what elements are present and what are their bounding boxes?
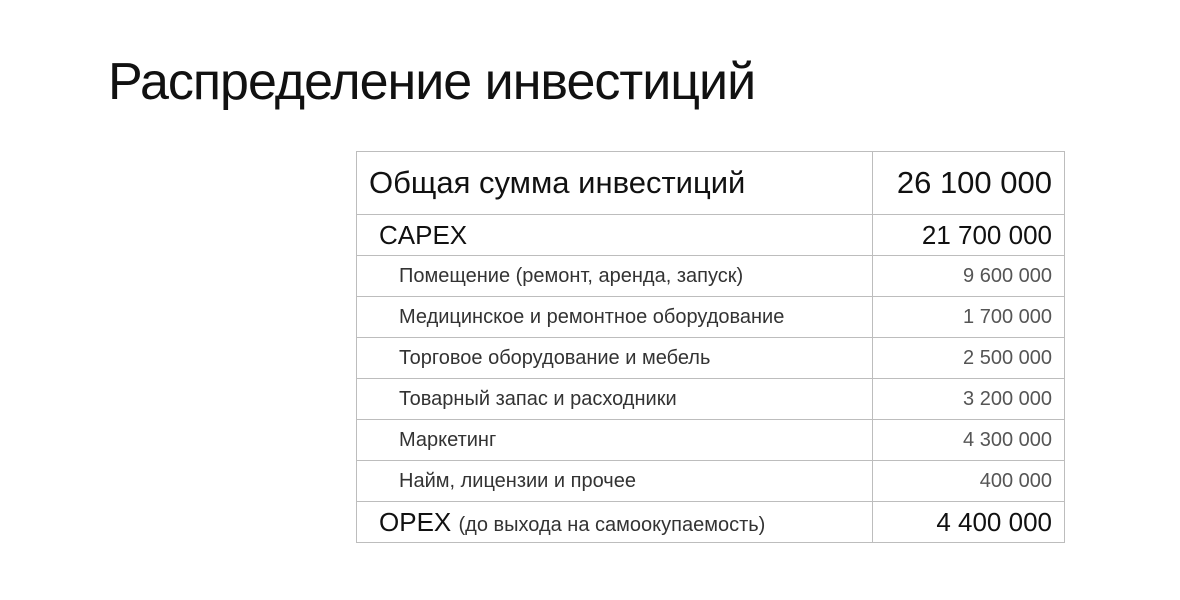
table-row (357, 379, 1065, 420)
total-label: Общая сумма инвестиций (357, 152, 873, 215)
item-label: Медицинское и ремонтное оборудование (357, 297, 873, 338)
investment-table (356, 151, 1065, 543)
item-label: Торговое оборудование и мебель (357, 338, 873, 379)
item-label: Маркетинг (357, 420, 873, 461)
opex-note: (до выхода на самоокупаемость) (458, 513, 766, 536)
total-value: 26 100 000 (873, 152, 1065, 215)
item-value: 9 600 000 (873, 256, 1065, 297)
item-value: 3 200 000 (873, 379, 1065, 420)
total-row (357, 152, 1065, 215)
capex-row (357, 215, 1065, 256)
item-label: Найм, лицензии и прочее (357, 461, 873, 502)
item-label: Товарный запас и расходники (357, 379, 873, 420)
capex-label: CAPEX (357, 215, 873, 256)
opex-value: 4 400 000 (873, 502, 1065, 543)
item-value: 2 500 000 (873, 338, 1065, 379)
page-title: Распределение инвестиций (108, 53, 756, 111)
item-value: 4 300 000 (873, 420, 1065, 461)
item-value: 400 000 (873, 461, 1065, 502)
table-row (357, 420, 1065, 461)
capex-value: 21 700 000 (873, 215, 1065, 256)
table-row (357, 338, 1065, 379)
table-row (357, 256, 1065, 297)
item-value: 1 700 000 (873, 297, 1065, 338)
opex-row (357, 502, 1065, 543)
table-row (357, 297, 1065, 338)
opex-label-cell (357, 502, 873, 543)
opex-label: OPEX (379, 506, 452, 537)
table-row (357, 461, 1065, 502)
item-label: Помещение (ремонт, аренда, запуск) (357, 256, 873, 297)
